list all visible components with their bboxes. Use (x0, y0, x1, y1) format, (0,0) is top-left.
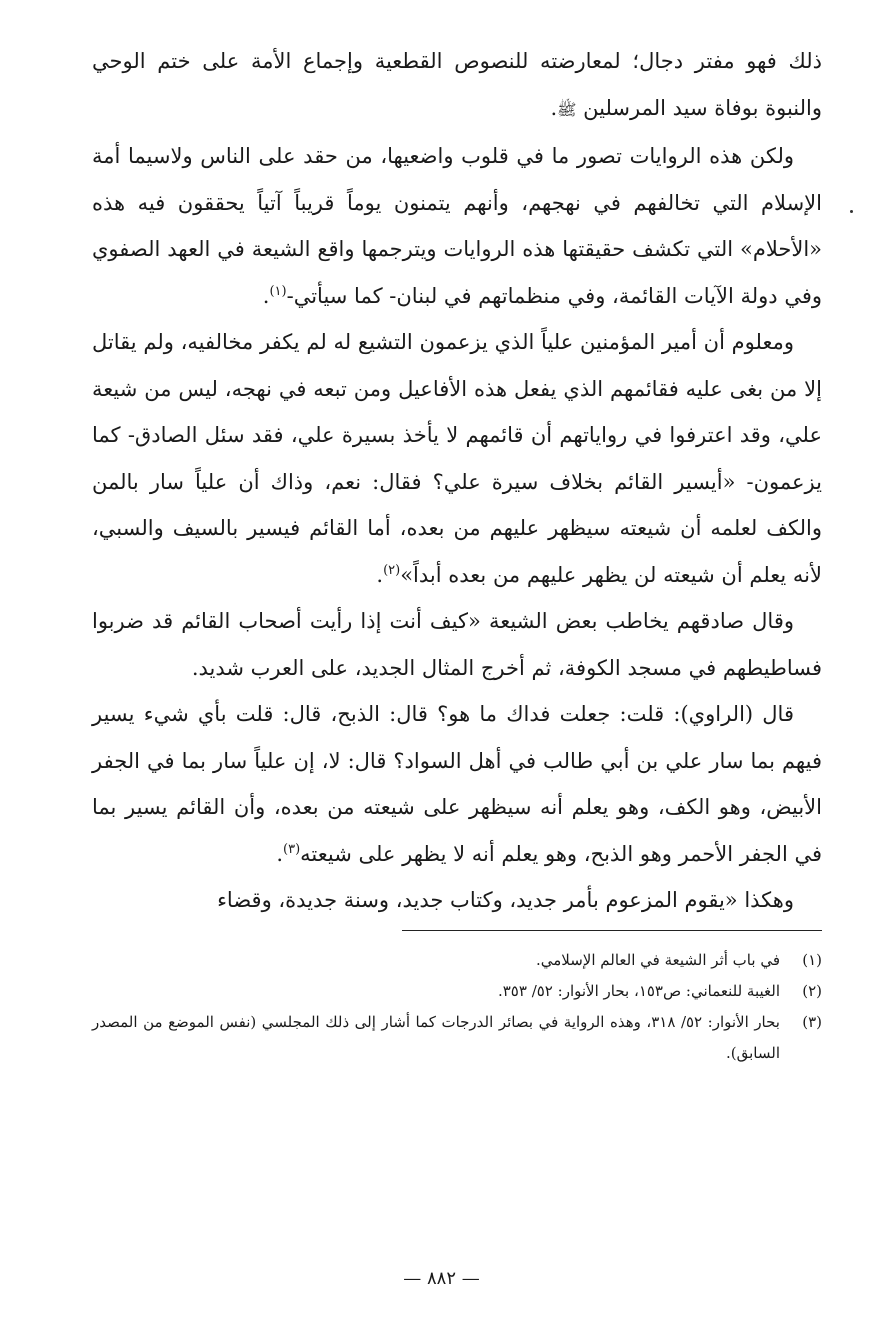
footnote-text: بحار الأنوار: ٥٢/ ٣١٨، وهذه الرواية في بصائر الدرجات كما أشار إلى ذلك المجلسي (نفس الموضع من المصدر السابق). (92, 1012, 780, 1062)
footnote-number: (١) (802, 950, 822, 969)
footnote-number: (٣) (802, 1012, 822, 1031)
body-text (92, 38, 822, 924)
footnote-text: الغيبة للنعماني: ص١٥٣، بحار الأنوار: ٥٢/ ٣٥٣. (497, 981, 780, 1000)
salla-glyph: ﷺ (557, 99, 577, 119)
paragraph-3: ومعلوم أن أمير المؤمنين علياً الذي يزعمون التشيع له لم يكفر مخالفيه، ولم يقاتل إلا من بغى عليه فقائمهم الذي يفعل هذه الأفاعيل ومن تبعه في نهجه، ليس من شيعة علي، وقد اعترفوا في رواياتهم أن قائمهم لا يأخذ بسيرة علي، فقد سئل الصادق- كما يزعمون- «أيسير القائم بخلاف سيرة علي؟ فقال: نعم، وذاك أن علياً سار بالمن والكف لعلمه أن شيعته سيظهر عليهم من بعده، أما القائم فيسير بالسيف والسبي، لأنه يعلم أن شيعته لن يظهر عليهم من بعده أبداً»$^{(٢)}$. (92, 330, 822, 587)
footnote-divider (402, 930, 822, 931)
paragraph-5: قال (الراوي): قلت: جعلت فداك ما هو؟ قال: الذبح، قال: قلت بأي شيء يسير فيهم بما سار علي بن أبي طالب في أهل السواد؟ قال: لا، إن علياً سار بما في الجفر الأبيض، وهو الكف، وهو يعلم أنه سيظهر على شيعته من بعده، وأن القائم يسير بما في الجفر الأحمر وهو الذبح، وهو يعلم أنه لا يظهر على شيعته$^{(٣)}$. (92, 702, 822, 866)
paragraph-4: وقال صادقهم يخاطب بعض الشيعة «كيف أنت إذا رأيت أصحاب القائم قد ضربوا فساطيطهم في مسجد الكوفة، ثم أخرج المثال الجديد، على العرب شديد. (92, 609, 822, 680)
footnote-ref-1[interactable]: (١) (269, 283, 287, 299)
footnote-number: (٢) (802, 981, 822, 1000)
margin-dot (850, 210, 853, 213)
footnote-text: في باب أثر الشيعة في العالم الإسلامي. (535, 950, 780, 969)
footnotes (92, 945, 822, 1069)
paragraph-2: ولكن هذه الروايات تصور ما في قلوب واضعيها، من حقد على الناس ولاسيما أمة الإسلام التي تخالفهم في نهجهم، وأنهم يتمنون يوماً قريباً آتياً يحققون فيه هذه «الأحلام» التي تكشف حقيقتها هذه الروايات ويترجمها واقع الشيعة في العهد الصفوي وفي دولة الآيات القائمة، وفي منظماتهم في لبنان- كما سيأتي-$^{(١)}$. (92, 144, 822, 308)
page (92, 38, 822, 1069)
paragraph-1: ذلك فهو مفتر دجال؛ لمعارضته للنصوص القطعية وإجماع الأمة على ختم الوحي والنبوة بوفاة سيد المرسلين ﷺ. (92, 49, 822, 120)
footnote-1 (92, 945, 822, 976)
footnote-2 (92, 976, 822, 1007)
page-number: — ٨٨٢ — (403, 1268, 480, 1289)
footnote-ref-3[interactable]: (٣) (283, 841, 301, 857)
paragraph-6: وهكذا «يقوم المزعوم بأمر جديد، وكتاب جديد، وسنة جديدة، وقضاء (217, 888, 794, 912)
footnote-ref-2[interactable]: (٢) (383, 562, 401, 578)
footnote-3 (92, 1007, 822, 1069)
